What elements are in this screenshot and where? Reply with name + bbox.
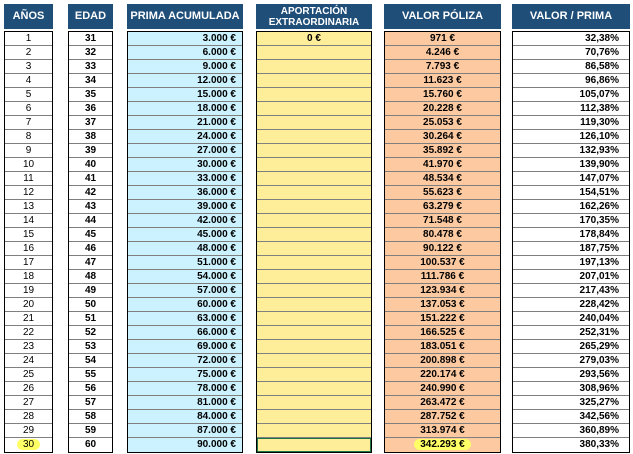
prima-cell: 84.000 € xyxy=(128,410,242,424)
prima-cell: 66.000 € xyxy=(128,326,242,340)
valor-prima-cell: 342,56% xyxy=(513,410,629,424)
prima-cell: 63.000 € xyxy=(128,312,242,326)
valor-prima-cell: 217,43% xyxy=(513,284,629,298)
anos-cell: 10 xyxy=(5,158,52,172)
aportacion-cell xyxy=(257,284,371,298)
anos-cell: 27 xyxy=(5,396,52,410)
aportacion-cell xyxy=(257,60,371,74)
aportacion-cell xyxy=(257,270,371,284)
anos-cell: 14 xyxy=(5,214,52,228)
valor-poliza-cell: 313.974 € xyxy=(385,424,500,438)
anos-cell: 3 xyxy=(5,60,52,74)
column-valor-poliza xyxy=(384,31,501,453)
valor-prima-cell: 147,07% xyxy=(513,172,629,186)
edad-cell: 59 xyxy=(69,424,112,438)
edad-cell: 42 xyxy=(69,186,112,200)
aportacion-cell xyxy=(257,214,371,228)
valor-prima-cell: 207,01% xyxy=(513,270,629,284)
prima-cell: 30.000 € xyxy=(128,158,242,172)
anos-cell: 28 xyxy=(5,410,52,424)
aportacion-cell xyxy=(257,74,371,88)
valor-prima-cell: 154,51% xyxy=(513,186,629,200)
valor-poliza-cell: 48.534 € xyxy=(385,172,500,186)
edad-cell: 48 xyxy=(69,270,112,284)
aportacion-cell xyxy=(257,340,371,354)
valor-prima-cell: 70,76% xyxy=(513,46,629,60)
valor-prima-cell: 197,13% xyxy=(513,256,629,270)
valor-prima-cell: 32,38% xyxy=(513,32,629,46)
edad-cell: 47 xyxy=(69,256,112,270)
aportacion-cell xyxy=(257,102,371,116)
valor-prima-cell: 293,56% xyxy=(513,368,629,382)
edad-cell: 50 xyxy=(69,298,112,312)
valor-poliza-cell: 15.760 € xyxy=(385,88,500,102)
anos-cell: 18 xyxy=(5,270,52,284)
anos-highlight: 30 xyxy=(17,439,40,450)
edad-cell: 45 xyxy=(69,228,112,242)
prima-cell: 15.000 € xyxy=(128,88,242,102)
edad-cell: 52 xyxy=(69,326,112,340)
prima-cell: 87.000 € xyxy=(128,424,242,438)
valor-prima-cell: 96,86% xyxy=(513,74,629,88)
anos-cell: 4 xyxy=(5,74,52,88)
prima-cell: 90.000 € xyxy=(197,439,236,450)
aportacion-cell xyxy=(257,438,371,452)
edad-cell: 41 xyxy=(69,172,112,186)
header-prima-acumulada: PRIMA ACUMULADA xyxy=(127,4,243,29)
valor-poliza-cell: 11.623 € xyxy=(385,74,500,88)
anos-cell: 5 xyxy=(5,88,52,102)
valor-poliza-cell: 200.898 € xyxy=(385,354,500,368)
prima-cell: 48.000 € xyxy=(128,242,242,256)
anos-cell xyxy=(5,438,52,452)
prima-cell: 54.000 € xyxy=(128,270,242,284)
valor-prima-cell: 187,75% xyxy=(513,242,629,256)
valor-prima-cell: 178,84% xyxy=(513,228,629,242)
edad-cell: 36 xyxy=(69,102,112,116)
valor-prima-cell: 105,07% xyxy=(513,88,629,102)
column-prima-acumulada xyxy=(127,31,243,453)
edad-cell: 32 xyxy=(69,46,112,60)
prima-cell: 12.000 € xyxy=(128,74,242,88)
aportacion-cell xyxy=(257,298,371,312)
anos-cell: 19 xyxy=(5,284,52,298)
valor-poliza-cell: 25.053 € xyxy=(385,116,500,130)
anos-cell: 6 xyxy=(5,102,52,116)
aportacion-cell xyxy=(257,130,371,144)
anos-cell: 11 xyxy=(5,172,52,186)
anos-cell: 8 xyxy=(5,130,52,144)
edad-cell: 58 xyxy=(69,410,112,424)
edad-cell: 54 xyxy=(69,354,112,368)
valor-prima-cell: 360,89% xyxy=(513,424,629,438)
prima-cell: 24.000 € xyxy=(128,130,242,144)
edad-cell: 31 xyxy=(69,32,112,46)
anos-cell: 13 xyxy=(5,200,52,214)
aportacion-cell xyxy=(257,312,371,326)
aportacion-cell xyxy=(257,368,371,382)
edad-cell: 38 xyxy=(69,130,112,144)
aportacion-cell xyxy=(257,200,371,214)
aportacion-cell xyxy=(257,228,371,242)
anos-cell: 12 xyxy=(5,186,52,200)
valor-poliza-cell: 4.246 € xyxy=(385,46,500,60)
prima-cell: 75.000 € xyxy=(128,368,242,382)
anos-cell: 7 xyxy=(5,116,52,130)
valor-poliza-cell: 166.525 € xyxy=(385,326,500,340)
valor-prima-cell: 308,96% xyxy=(513,382,629,396)
column-aportacion xyxy=(256,31,372,453)
valor-prima-cell: 162,26% xyxy=(513,200,629,214)
valor-poliza-cell: 137.053 € xyxy=(385,298,500,312)
valor-poliza-cell: 90.122 € xyxy=(385,242,500,256)
anos-cell: 15 xyxy=(5,228,52,242)
aportacion-cell xyxy=(257,396,371,410)
aportacion-cell xyxy=(257,158,371,172)
anos-cell: 23 xyxy=(5,340,52,354)
valor-poliza-cell: 63.279 € xyxy=(385,200,500,214)
edad-cell: 51 xyxy=(69,312,112,326)
valor-poliza-cell: 7.793 € xyxy=(385,60,500,74)
aportacion-cell xyxy=(257,326,371,340)
valor-poliza-cell: 151.222 € xyxy=(385,312,500,326)
prima-cell: 45.000 € xyxy=(128,228,242,242)
header-valor-prima: VALOR / PRIMA xyxy=(512,4,630,29)
prima-cell: 42.000 € xyxy=(128,214,242,228)
valor-prima-cell: 112,38% xyxy=(513,102,629,116)
prima-cell: 81.000 € xyxy=(128,396,242,410)
prima-cell: 18.000 € xyxy=(128,102,242,116)
header-anos: AÑOS xyxy=(4,4,53,29)
valor-prima-cell: 139,90% xyxy=(513,158,629,172)
aportacion-cell xyxy=(257,410,371,424)
valor-poliza-cell: 55.623 € xyxy=(385,186,500,200)
edad-cell: 53 xyxy=(69,340,112,354)
aportacion-cell xyxy=(257,172,371,186)
prima-cell: 78.000 € xyxy=(128,382,242,396)
edad-cell: 39 xyxy=(69,144,112,158)
prima-cell: 36.000 € xyxy=(128,186,242,200)
aportacion-cell xyxy=(257,424,371,438)
valor-poliza-cell: 123.934 € xyxy=(385,284,500,298)
prima-cell: 3.000 € xyxy=(128,32,242,46)
valor-prima-cell: 265,29% xyxy=(513,340,629,354)
anos-cell: 24 xyxy=(5,354,52,368)
prima-cell: 69.000 € xyxy=(128,340,242,354)
prima-cell: 39.000 € xyxy=(128,200,242,214)
header-aportacion: APORTACIÓN EXTRAORDINARIA xyxy=(256,4,372,29)
edad-cell: 40 xyxy=(69,158,112,172)
valor-prima-cell: 380,33% xyxy=(579,439,619,450)
anos-cell: 22 xyxy=(5,326,52,340)
column-edad xyxy=(68,31,113,453)
edad-cell: 35 xyxy=(69,88,112,102)
header-valor-poliza: VALOR PÓLIZA xyxy=(384,4,501,29)
prima-cell: 27.000 € xyxy=(128,144,242,158)
valor-prima-cell: 279,03% xyxy=(513,354,629,368)
edad-cell: 43 xyxy=(69,200,112,214)
anos-cell: 17 xyxy=(5,256,52,270)
aportacion-cell xyxy=(257,46,371,60)
valor-poliza-cell: 971 € xyxy=(385,32,500,46)
edad-cell: 60 xyxy=(84,439,97,450)
valor-poliza-cell: 80.478 € xyxy=(385,228,500,242)
valor-poliza-cell: 183.051 € xyxy=(385,340,500,354)
edad-cell: 56 xyxy=(69,382,112,396)
prima-cell: 6.000 € xyxy=(128,46,242,60)
valor-prima-cell: 119,30% xyxy=(513,116,629,130)
aportacion-cell xyxy=(257,144,371,158)
edad-cell: 34 xyxy=(69,74,112,88)
aportacion-cell xyxy=(257,382,371,396)
header-edad: EDAD xyxy=(68,4,113,29)
valor-poliza-highlight: 342.293 € xyxy=(414,439,471,450)
valor-poliza-cell: 220.174 € xyxy=(385,368,500,382)
valor-poliza-cell: 71.548 € xyxy=(385,214,500,228)
prima-cell: 57.000 € xyxy=(128,284,242,298)
valor-poliza-cell xyxy=(385,438,500,452)
aportacion-cell xyxy=(257,88,371,102)
aportacion-cell xyxy=(257,354,371,368)
edad-cell: 37 xyxy=(69,116,112,130)
valor-poliza-cell: 263.472 € xyxy=(385,396,500,410)
valor-prima-cell: 126,10% xyxy=(513,130,629,144)
anos-cell: 29 xyxy=(5,424,52,438)
valor-prima-cell: 325,27% xyxy=(513,396,629,410)
aportacion-cell xyxy=(257,242,371,256)
valor-poliza-cell: 100.537 € xyxy=(385,256,500,270)
aportacion-cell xyxy=(257,256,371,270)
valor-prima-cell: 252,31% xyxy=(513,326,629,340)
aportacion-cell: 0 € xyxy=(257,32,371,46)
anos-cell: 21 xyxy=(5,312,52,326)
prima-cell: 21.000 € xyxy=(128,116,242,130)
prima-cell: 9.000 € xyxy=(128,60,242,74)
anos-cell: 26 xyxy=(5,382,52,396)
edad-cell: 44 xyxy=(69,214,112,228)
anos-cell: 16 xyxy=(5,242,52,256)
anos-cell: 9 xyxy=(5,144,52,158)
aportacion-cell xyxy=(257,116,371,130)
valor-prima-cell: 86,58% xyxy=(513,60,629,74)
valor-poliza-cell: 111.786 € xyxy=(385,270,500,284)
prima-cell: 51.000 € xyxy=(128,256,242,270)
anos-cell: 1 xyxy=(5,32,52,46)
edad-cell: 55 xyxy=(69,368,112,382)
valor-prima-cell: 228,42% xyxy=(513,298,629,312)
anos-cell: 2 xyxy=(5,46,52,60)
edad-cell: 33 xyxy=(69,60,112,74)
edad-cell: 46 xyxy=(69,242,112,256)
valor-prima-cell: 170,35% xyxy=(513,214,629,228)
anos-cell: 20 xyxy=(5,298,52,312)
anos-cell: 25 xyxy=(5,368,52,382)
valor-prima-cell: 240,04% xyxy=(513,312,629,326)
prima-cell: 72.000 € xyxy=(128,354,242,368)
valor-poliza-cell: 30.264 € xyxy=(385,130,500,144)
valor-poliza-cell: 240.990 € xyxy=(385,382,500,396)
valor-poliza-cell: 35.892 € xyxy=(385,144,500,158)
column-valor-prima xyxy=(512,31,630,453)
column-anos xyxy=(4,31,53,453)
valor-prima-cell: 132,93% xyxy=(513,144,629,158)
valor-poliza-cell: 41.970 € xyxy=(385,158,500,172)
prima-cell: 60.000 € xyxy=(128,298,242,312)
edad-cell: 49 xyxy=(69,284,112,298)
valor-poliza-cell: 287.752 € xyxy=(385,410,500,424)
prima-cell: 33.000 € xyxy=(128,172,242,186)
valor-poliza-cell: 20.228 € xyxy=(385,102,500,116)
edad-cell: 57 xyxy=(69,396,112,410)
aportacion-cell xyxy=(257,186,371,200)
